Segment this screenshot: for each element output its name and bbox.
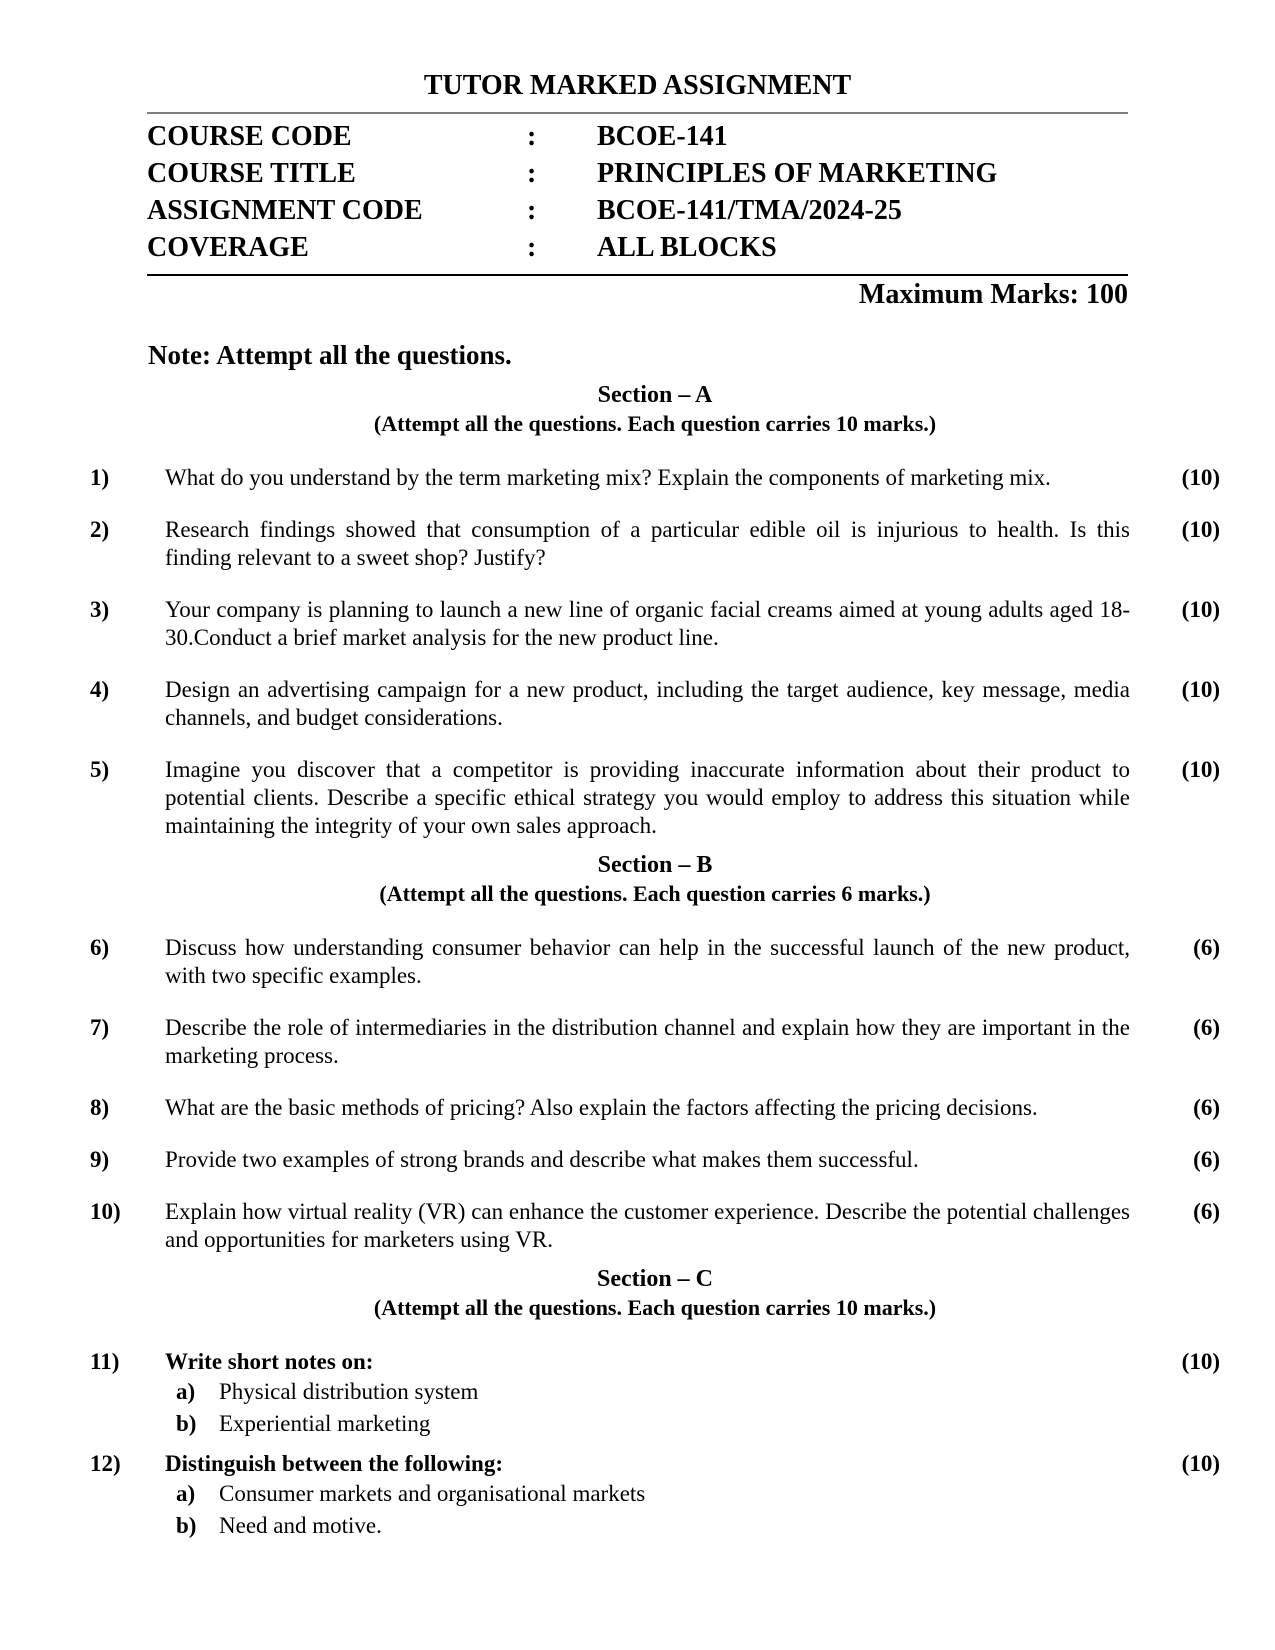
section-a-subheading: (Attempt all the questions. Each question carries 10 marks.) — [373, 411, 937, 436]
question-row-2 — [90, 516, 1220, 572]
section-c-subheading: (Attempt all the questions. Each question carries 10 marks.) — [373, 1295, 937, 1320]
coverage-label: COVERAGE — [147, 232, 309, 263]
question-number: 7) — [90, 1015, 110, 1040]
question-marks: (10) — [1181, 677, 1220, 702]
question-row-4 — [90, 676, 1220, 732]
course-info-row — [147, 229, 1128, 266]
question-row-12 — [90, 1450, 1220, 1478]
question-number: 10) — [90, 1199, 121, 1224]
question-row-8 — [90, 1094, 1220, 1122]
question-marks: (10) — [1181, 757, 1220, 782]
question-marks: (10) — [1181, 517, 1220, 542]
section-c-heading: Section – C — [597, 1266, 713, 1292]
question-marks: (10) — [1181, 1451, 1220, 1476]
question-text: What do you understand by the term marketing mix? Explain the components of marketing mix. — [165, 465, 1051, 490]
question-number: 6) — [90, 935, 110, 960]
question-row-1 — [90, 464, 1220, 492]
coverage-colon: : — [527, 232, 537, 263]
question-text: Design an advertising campaign for a new product, including the target audience, key message, media channels, and budget considerations. — [165, 677, 1130, 730]
question-marks: (10) — [1181, 465, 1220, 490]
question-marks: (10) — [1181, 597, 1220, 622]
question-text: What are the basic methods of pricing? Also explain the factors affecting the pricing decisions. — [165, 1095, 1038, 1120]
question-text: Provide two examples of strong brands and describe what makes them successful. — [165, 1147, 919, 1172]
question-text: Explain how virtual reality (VR) can enhance the customer experience. Describe the potential challenges and opportunities for marketers using VR. — [165, 1199, 1130, 1252]
question-number: 1) — [90, 465, 110, 490]
note-line: Note: Attempt all the questions. — [148, 340, 512, 370]
question-marks: (6) — [1193, 935, 1220, 960]
subitem-letter: b) — [176, 1513, 197, 1538]
course-info-table — [147, 112, 1128, 276]
subitem-letter: b) — [176, 1411, 197, 1436]
question-number: 9) — [90, 1147, 110, 1172]
course-code-label: COURSE CODE — [147, 121, 352, 152]
coverage-value: ALL BLOCKS — [597, 232, 777, 263]
course-info-row — [147, 155, 1128, 192]
course-title-label: COURSE TITLE — [147, 158, 356, 189]
subitem-text: Need and motive. — [219, 1513, 382, 1538]
question-text: Write short notes on: — [165, 1349, 374, 1374]
question-number: 11) — [90, 1349, 120, 1374]
question-text: Discuss how understanding consumer behavior can help in the successful launch of the new product, with two specific examples. — [165, 935, 1130, 988]
question-number: 4) — [90, 677, 110, 702]
question-text: Distinguish between the following: — [165, 1451, 503, 1476]
subitem-11b — [176, 1408, 1275, 1440]
document-title: TUTOR MARKED ASSIGNMENT — [423, 70, 852, 101]
course-title-colon: : — [527, 158, 537, 189]
course-title-value: PRINCIPLES OF MARKETING — [597, 158, 998, 189]
question-number: 8) — [90, 1095, 110, 1120]
question-marks: (6) — [1193, 1095, 1220, 1120]
course-code-value: BCOE-141 — [597, 121, 728, 152]
question-row-10 — [90, 1198, 1220, 1254]
question-text: Your company is planning to launch a new line of organic facial creams aimed at young adults aged 18-30.Conduct a brief market analysis for the new product line. — [165, 597, 1130, 650]
section-a-heading: Section – A — [597, 382, 713, 408]
subitem-text: Consumer markets and organisational markets — [219, 1481, 646, 1506]
subitem-letter: a) — [176, 1379, 196, 1404]
question-row-11 — [90, 1348, 1220, 1376]
course-info-row — [147, 192, 1128, 229]
question-marks: (6) — [1193, 1015, 1220, 1040]
subitem-12b — [176, 1510, 1275, 1542]
question-marks: (10) — [1181, 1349, 1220, 1374]
question-row-3 — [90, 596, 1220, 652]
course-code-colon: : — [527, 121, 537, 152]
question-text: Research findings showed that consumption of a particular edible oil is injurious to health. Is this finding relevant to a sweet shop? Justify? — [165, 517, 1130, 570]
section-b-heading: Section – B — [597, 852, 713, 878]
assignment-code-label: ASSIGNMENT CODE — [147, 195, 423, 226]
maximum-marks: Maximum Marks: 100 — [858, 279, 1128, 310]
subitem-letter: a) — [176, 1481, 196, 1506]
question-number: 2) — [90, 517, 110, 542]
question-row-7 — [90, 1014, 1220, 1070]
course-info-row — [147, 118, 1128, 155]
question-row-5 — [90, 756, 1220, 840]
question-number: 5) — [90, 757, 110, 782]
subitem-text: Experiential marketing — [219, 1411, 431, 1436]
subitem-text: Physical distribution system — [219, 1379, 479, 1404]
question-number: 12) — [90, 1451, 121, 1476]
assignment-code-colon: : — [527, 195, 537, 226]
section-b-subheading: (Attempt all the questions. Each question carries 6 marks.) — [379, 881, 931, 906]
question-text: Imagine you discover that a competitor is providing inaccurate information about their product to potential clients. Describe a specific ethical strategy you would employ to address this situation while maintaining the integrity of your own sales approach. — [165, 757, 1130, 838]
subitem-12a — [176, 1478, 1275, 1510]
question-row-6 — [90, 934, 1220, 990]
question-marks: (6) — [1193, 1147, 1220, 1172]
question-row-9 — [90, 1146, 1220, 1174]
question-number: 3) — [90, 597, 110, 622]
question-text: Describe the role of intermediaries in the distribution channel and explain how they are important in the marketing process. — [165, 1015, 1130, 1068]
assignment-code-value: BCOE-141/TMA/2024-25 — [597, 195, 902, 226]
question-marks: (6) — [1193, 1199, 1220, 1224]
subitem-11a — [176, 1376, 1275, 1408]
